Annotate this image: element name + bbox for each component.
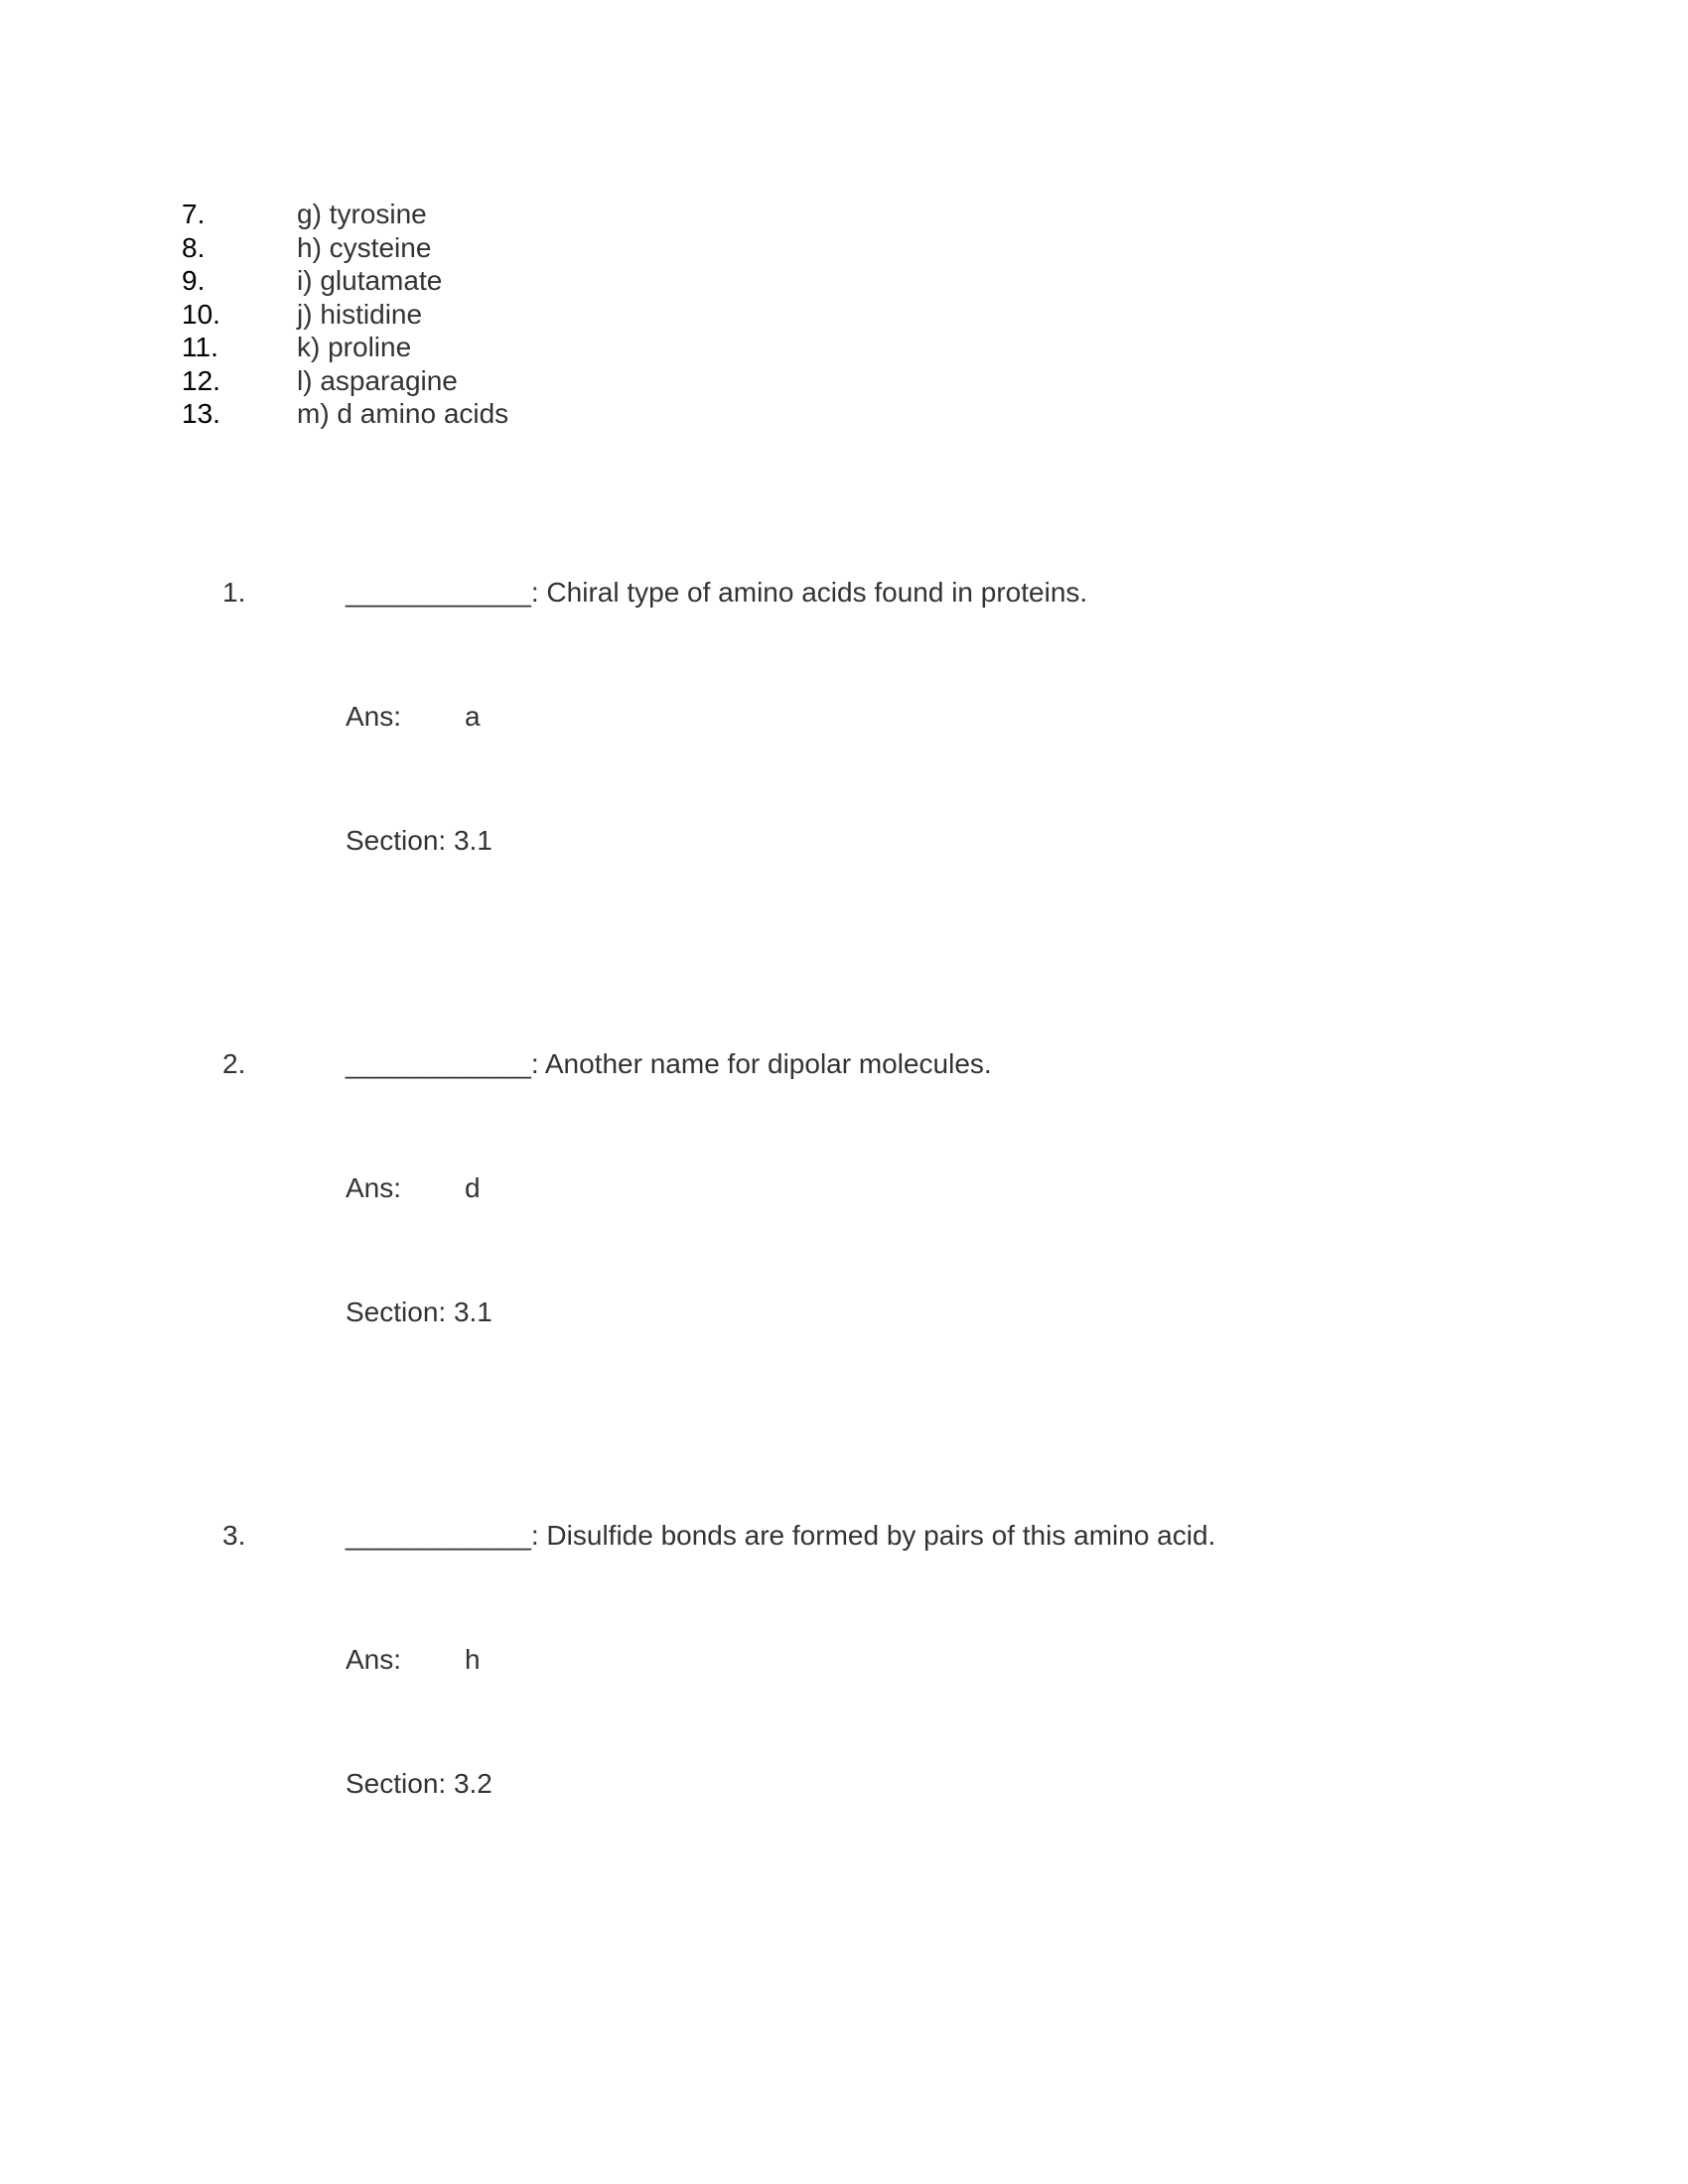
choice-number: 7. — [182, 199, 206, 229]
section-reference: Section: 3.1 — [346, 825, 492, 856]
answer-label: Ans: — [346, 1644, 402, 1675]
choice-number: 10. — [182, 298, 220, 330]
answer-value: h — [465, 1644, 481, 1675]
choice-text: i) glutamate — [297, 265, 443, 296]
choice-text: j) histidine — [297, 298, 423, 330]
section-reference: Section: 3.1 — [346, 1297, 492, 1327]
answer-line — [346, 1643, 481, 1677]
answer-value: a — [465, 701, 481, 732]
answer-line — [346, 1171, 481, 1205]
answer-value: d — [465, 1172, 481, 1203]
choice-number: 12. — [182, 364, 220, 396]
answer-label: Ans: — [346, 1172, 402, 1203]
question-stem: ____________: Disulfide bonds are formed by pairs of this amino acid. — [346, 1520, 1216, 1551]
choice-text: h) cysteine — [297, 231, 432, 263]
choice-number: 9. — [182, 265, 206, 296]
choice-text: k) proline — [297, 332, 412, 362]
question-number: 3. — [222, 1520, 246, 1551]
choice-number: 13. — [182, 398, 220, 429]
choice-number: 8. — [182, 231, 206, 263]
choice-text: m) d amino acids — [297, 398, 509, 429]
choice-text: g) tyrosine — [297, 199, 427, 229]
section-reference: Section: 3.2 — [346, 1768, 492, 1799]
question-number: 2. — [222, 1048, 246, 1079]
choice-number: 11. — [182, 332, 218, 362]
question-stem: ____________: Chiral type of amino acids found in proteins. — [346, 577, 1088, 608]
answer-label: Ans: — [346, 701, 402, 732]
question-number: 1. — [222, 577, 246, 608]
choice-text: l) asparagine — [297, 364, 458, 396]
question-stem: ____________: Another name for dipolar molecules. — [346, 1048, 992, 1079]
answer-line — [346, 700, 481, 734]
